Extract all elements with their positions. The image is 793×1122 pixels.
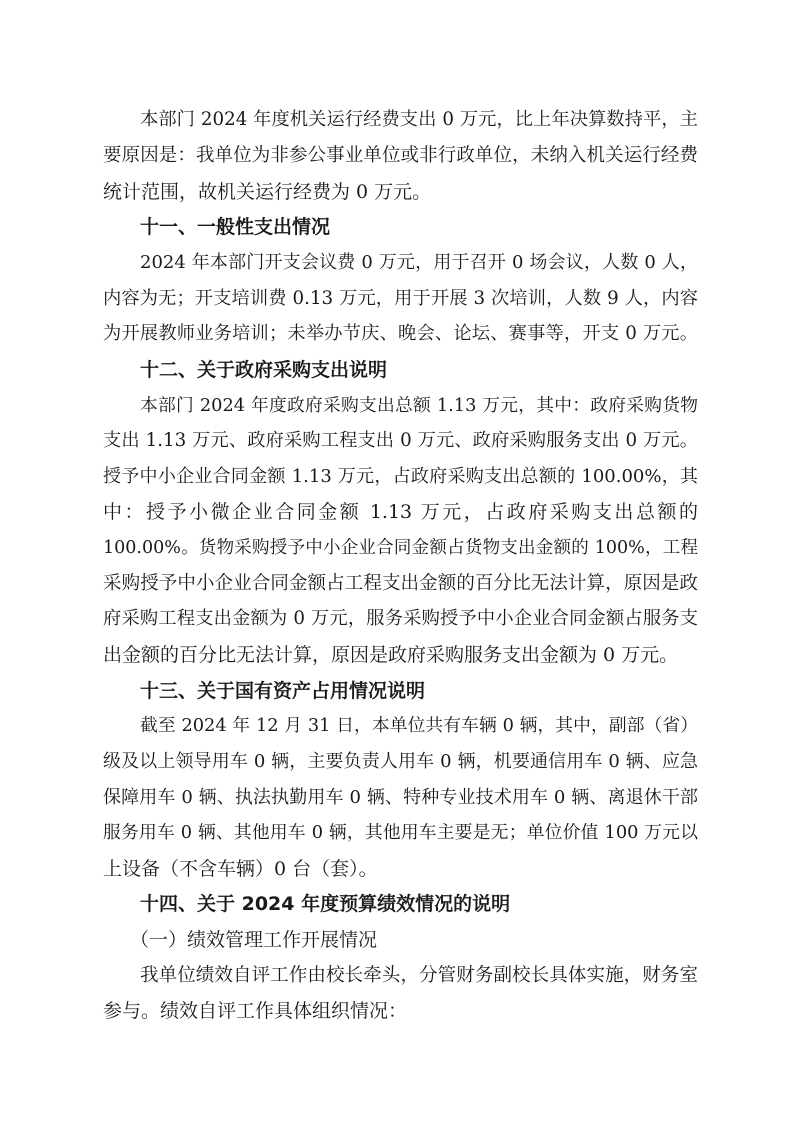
paragraph-line: 授予中小企业合同金额 1.13 万元，占政府采购支出总额的 100.00%，其 — [103, 466, 698, 487]
section-heading-state-assets: 十三、关于国有资产占用情况说明 — [140, 680, 426, 702]
paragraph-line: 为开展教师业务培训；未举办节庆、晚会、论坛、赛事等，开支 0 万元。 — [103, 323, 698, 344]
paragraph-line: 本部门 2024 年度政府采购支出总额 1.13 万元，其中：政府采购货物 — [140, 396, 698, 416]
paragraph-line: 2024 年本部门开支会议费 0 万元，用于召开 0 场会议，人数 0 人， — [140, 252, 698, 273]
section-heading-performance: 十四、关于 2024 年度预算绩效情况的说明 — [140, 893, 511, 915]
paragraph-line: 参与。绩效自评工作具体组织情况： — [103, 1000, 408, 1022]
paragraph-line: 截至 2024 年 12 月 31 日，本单位共有车辆 0 辆，其中，副部（省） — [140, 716, 698, 736]
paragraph-line: 中：授予小微企业合同金额 1.13 万元，占政府采购支出总额的 — [103, 501, 698, 523]
paragraph-line: 上设备（不含车辆）0 台（套）。 — [103, 858, 378, 880]
paragraph-line: 级及以上领导用车 0 辆，主要负责人用车 0 辆，机要通信用车 0 辆、应急 — [103, 751, 698, 772]
paragraph-line: 支出 1.13 万元、政府采购工程支出 0 万元、政府采购服务支出 0 万元。 — [103, 430, 698, 451]
paragraph-line: 府采购工程支出金额为 0 万元，服务采购授予中小企业合同金额占服务支 — [103, 608, 698, 629]
paragraph-line: 服务用车 0 辆、其他用车 0 辆，其他用车主要是无；单位价值 100 万元以 — [103, 823, 698, 843]
section-heading-general-expenditure: 十一、一般性支出情况 — [140, 216, 331, 238]
paragraph-line: 保障用车 0 辆、执法执勤用车 0 辆、特种专业技术用车 0 辆、离退休干部 — [103, 787, 698, 808]
paragraph-line: 统计范围，故机关运行经费为 0 万元。 — [103, 181, 432, 203]
paragraph-line: 我单位绩效自评工作由校长牵头，分管财务副校长具体实施，财务室 — [140, 965, 698, 986]
paragraph-line: 内容为无；开支培训费 0.13 万元，用于开展 3 次培训，人数 9 人，内容 — [103, 288, 698, 309]
paragraph-line: 采购授予中小企业合同金额占工程支出金额的百分比无法计算，原因是政 — [103, 573, 698, 594]
paragraph-line: 本部门 2024 年度机关运行经费支出 0 万元，比上年决算数持平，主 — [140, 109, 698, 130]
subsection-heading-performance-management: （一）绩效管理工作开展情况 — [130, 929, 378, 951]
section-heading-government-procurement: 十二、关于政府采购支出说明 — [140, 359, 388, 381]
paragraph-line: 100.00%。货物采购授予中小企业合同金额占货物支出金额的 100%，工程 — [103, 538, 698, 558]
paragraph-line: 出金额的百分比无法计算，原因是政府采购服务支出金额为 0 万元。 — [103, 644, 679, 666]
paragraph-line: 要原因是：我单位为非参公事业单位或非行政单位，未纳入机关运行经费 — [103, 145, 698, 166]
